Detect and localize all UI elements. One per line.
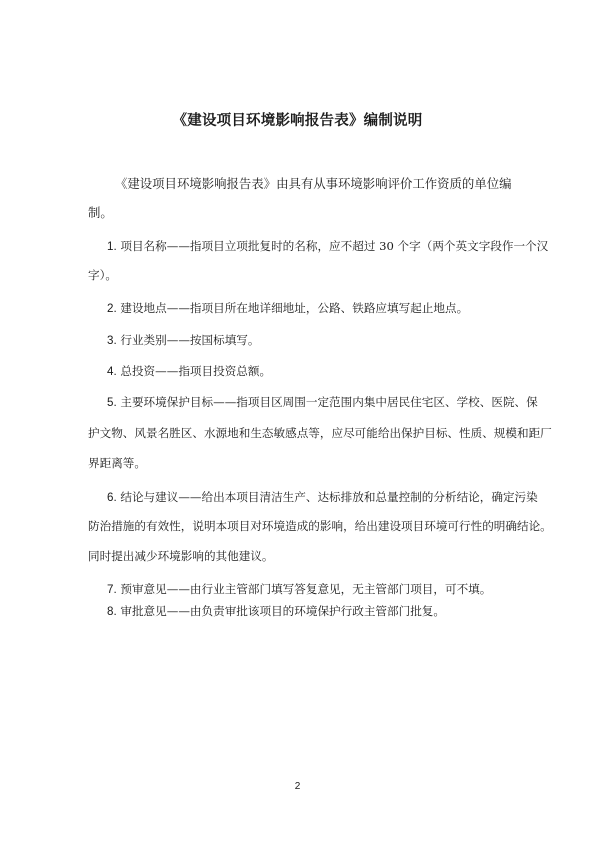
item-text-line: 结论与建议——给出本项目清洁生产、达标排放和总量控制的分析结论，确定污染 — [120, 490, 538, 504]
item-number: 5. — [107, 396, 117, 409]
item-text-line: 建设地点——指项目所在地详细地址，公路、铁路应填写起止地点。 — [120, 301, 469, 315]
item-number: 6. — [107, 491, 117, 504]
item-text-line: 界距离等。 — [88, 456, 146, 470]
item-text-line: 预审意见——由行业主管部门填写答复意见，无主管部门项目，可不填。 — [120, 582, 492, 596]
item-text-line: 主要环境保护目标——指项目区周围一定范围内集中居民住宅区、学校、医院、保 — [120, 395, 538, 409]
item-text-line: 审批意见——由负责审批该项目的环境保护行政主管部门批复。 — [120, 604, 445, 618]
item-text-line: 项目名称——指项目立项批复时的名称，应不超过 30 个字（两个英文字段作一个汉 — [120, 239, 549, 253]
item-number: 2. — [107, 302, 117, 315]
item-number: 8. — [107, 605, 117, 618]
item-text-line: 总投资——指项目投资总额。 — [120, 364, 272, 378]
item-text-line: 防治措施的有效性，说明本项目对环境造成的影响，给出建设项目环境可行性的明确结论。 — [88, 519, 552, 533]
page-title: 《建设项目环境影响报告表》编制说明 — [172, 112, 423, 129]
page-number: 2 — [294, 781, 301, 792]
item-number: 7. — [107, 583, 117, 596]
intro-line-2: 制。 — [88, 205, 113, 220]
item-number: 4. — [107, 365, 117, 378]
item-text-line: 字）。 — [88, 268, 117, 282]
item-text-line: 行业类别——按国标填写。 — [120, 333, 260, 347]
item-number: 1. — [107, 240, 117, 253]
item-text-line: 同时提出减少环境影响的其他建议。 — [88, 549, 274, 563]
item-number: 3. — [107, 334, 117, 347]
item-text-line: 护文物、风景名胜区、水源地和生态敏感点等，应尽可能给出保护目标、性质、规模和距厂 — [88, 426, 552, 440]
intro-line-1: 《建设项目环境影响报告表》由具有从事环境影响评价工作资质的单位编 — [115, 176, 512, 191]
